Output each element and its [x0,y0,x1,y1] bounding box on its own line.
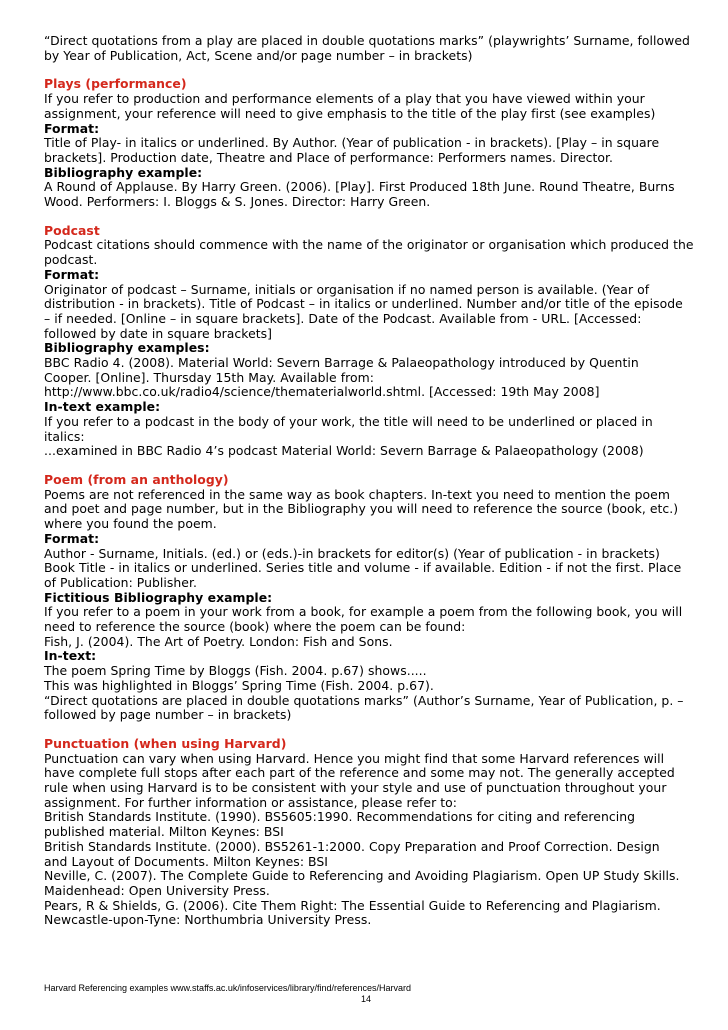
poem-format-line: Book Title - in italics or underlined. Series title and volume - if available. Edition - if not the first. Place [44,560,682,576]
podcast-bib-url: http://www.bbc.co.uk/radio4/science/thematerialworld.shtml. [Accessed: 19th May 2008] [44,384,600,400]
footer-text: Harvard Referencing examples www.staffs.ac.uk/infoservices/library/find/references/Harvard [44,983,411,993]
poem-desc-line: where you found the poem. [44,516,217,532]
punctuation-line: Pears, R & Shields, G. (2006). Cite Them Right: The Essential Guide to Referencing and Plagiarism. [44,897,661,913]
poem-desc-line: Poems are not referenced in the same way as book chapters. In-text you need to mention the poem [44,486,670,502]
section-heading-podcast: Podcast [44,222,100,238]
poem-intext-line: followed by page number – in brackets) [44,707,292,723]
plays-bib-line: Wood. Performers: I. Bloggs & S. Jones. Director: Harry Green. [44,194,431,210]
section-podcast [44,222,694,459]
punctuation-line: Maidenhead: Open University Press. [44,882,270,898]
poem-bib-line: Fish, J. (2004). The Art of Poetry. London: Fish and Sons. [44,633,393,649]
punctuation-line: assignment. For further information or assistance, please refer to: [44,794,457,810]
intro-line: by Year of Publication, Act, Scene and/or page number – in brackets) [44,47,473,63]
page-footer [44,983,686,1005]
plays-format-line: brackets]. Production date, Theatre and Place of performance: Performers names. Director. [44,149,614,165]
poem-format-line: Author - Surname, Initials. (ed.) or (eds.)-in brackets for editor(s) (Year of publication - in brackets) [44,545,660,561]
podcast-bib-label: Bibliography examples: [44,340,210,356]
page-number: 14 [360,994,371,1004]
poem-bib-line: If you refer to a poem in your work from a book, for example a poem from the following book, you will [44,604,683,620]
podcast-format-line: – if needed. [Online – in square brackets]. Date of the Podcast. Available from - URL. [Accessed: [44,310,642,326]
podcast-intext-label: In-text example: [44,399,161,415]
podcast-desc-line: podcast. [44,252,98,268]
poem-bib-line: need to reference the source (book) where the poem can be found: [44,619,466,635]
podcast-format-label: Format: [44,266,100,282]
intro-line: “Direct quotations from a play are placed in double quotations marks” (playwrights’ Surname, followed [44,33,690,48]
punctuation-line: Newcastle-upon-Tyne: Northumbria University Press. [44,912,372,928]
section-plays [44,77,686,209]
podcast-bib-line: Cooper. [Online]. Thursday 15th May. Available from: [44,369,374,385]
section-heading-poem: Poem (from an anthology) [44,471,229,487]
poem-intext-line: This was highlighted in Bloggs’ Spring Time (Fish. 2004. p.67). [44,677,434,693]
punctuation-line: and Layout of Documents. Milton Keynes: BSI [44,853,328,869]
podcast-desc-line: Podcast citations should commence with the name of the originator or organisation which produced the [44,237,694,253]
plays-bib-label: Bibliography example: [44,164,203,180]
plays-format-line: Title of Play- in italics or underlined. By Author. (Year of publication - in brackets). [Play – in square [44,135,660,151]
document-page [44,33,694,928]
podcast-intext-line: italics: [44,428,85,444]
punctuation-line: Punctuation can vary when using Harvard. Hence you might find that some Harvard references will [44,750,665,766]
podcast-bib-line: BBC Radio 4. (2008). Material World: Severn Barrage & Palaeopathology introduced by Quentin [44,355,639,371]
section-punctuation [44,737,686,928]
poem-desc-line: and poet and page number, but in the Bibliography you will need to reference the source (book, etc.) [44,501,679,517]
poem-format-label: Format: [44,530,100,546]
podcast-format-line: Originator of podcast – Surname, initials or organisation if no named person is available. (Year of [44,281,650,297]
punctuation-line: British Standards Institute. (1990). BS5605:1990. Recommendations for citing and referencing [44,809,636,825]
intro-paragraph [44,33,690,63]
plays-desc-line: If you refer to production and performance elements of a play that you have viewed within your [44,91,645,107]
punctuation-line: rule when using Harvard is to be consistent with your style and use of punctuation throughout your [44,780,667,796]
podcast-intext-line: ...examined in BBC Radio 4’s podcast Material World: Severn Barrage & Palaeopathology (2008) [44,443,644,459]
plays-desc-line: assignment, your reference will need to give emphasis to the title of the play first (see examples) [44,105,656,121]
poem-intext-line: The poem Spring Time by Bloggs (Fish. 2004. p.67) shows..... [44,663,427,679]
poem-bib-label: Fictitious Bibliography example: [44,589,273,605]
punctuation-line: published material. Milton Keynes: BSI [44,824,284,840]
podcast-format-line: distribution - in brackets). Title of Podcast – in italics or underlined. Number and/or title of the episode [44,296,683,312]
poem-format-line: of Publication: Publisher. [44,574,197,590]
podcast-format-line: followed by date in square brackets] [44,325,273,341]
section-heading-punctuation: Punctuation (when using Harvard) [44,735,287,751]
plays-format-label: Format: [44,120,100,136]
poem-intext-line: “Direct quotations are placed in double quotations marks” (Author’s Surname, Year of Publication, p. – [44,692,684,708]
poem-intext-label: In-text: [44,648,97,664]
punctuation-line: British Standards Institute. (2000). BS5261-1:2000. Copy Preparation and Proof Correction. Design [44,838,660,854]
plays-bib-line: A Round of Applause. By Harry Green. (2006). [Play]. First Produced 18th June. Round Theatre, Burns [44,179,675,195]
section-heading-plays: Plays (performance) [44,76,187,92]
punctuation-line: Neville, C. (2007). The Complete Guide to Referencing and Avoiding Plagiarism. Open UP Study Skills. [44,868,680,884]
punctuation-line: have complete full stops after each part of the reference and some may not. The generally accepted [44,765,675,781]
podcast-intext-line: If you refer to a podcast in the body of your work, the title will need to be underlined or placed in [44,413,653,429]
section-poem [44,473,686,723]
